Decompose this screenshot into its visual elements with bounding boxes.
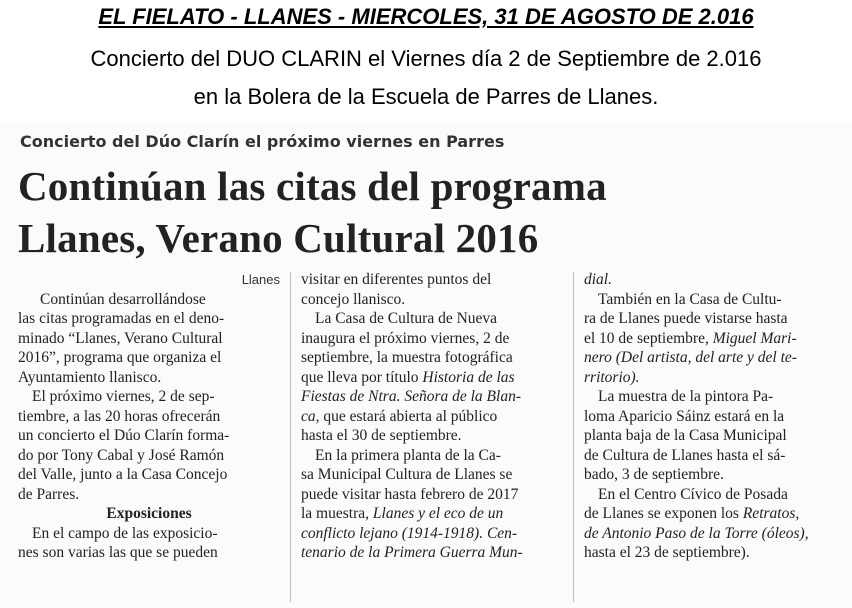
column-divider [573, 272, 574, 602]
italic-title: Llanes y el eco de un [372, 505, 504, 522]
article-column-1 [18, 270, 280, 563]
text-line [301, 504, 563, 524]
text-line: septiembre, la muestra fotográfica [301, 349, 513, 366]
text-line: En el Centro Cívico de Posada [598, 485, 788, 503]
italic-title: nero (Del artista, del arte y del te- [584, 349, 797, 366]
italic-title: Miguel Mari- [712, 329, 797, 347]
text-line: En el campo de las exposicio- [32, 524, 218, 542]
italic-title: tenario de la Primera Guerra Mun- [301, 544, 523, 561]
text-line [584, 368, 846, 388]
newspaper-clipping [0, 122, 852, 608]
text-line: visitar en diferentes puntos del [301, 271, 492, 288]
concert-announcement-line-2: en la Bolera de la Escuela de Parres de Llanes. [193, 84, 659, 109]
article-kicker: Concierto del Dúo Clarín el próximo viernes en Parres [20, 132, 505, 151]
text-line: En la primera planta de la Ca- [315, 446, 501, 464]
italic-title: conflicto lejano (1914-1918). Cen- [301, 524, 518, 542]
column-divider [290, 272, 291, 602]
article-headline-line-1: Continúan las citas del programa [18, 163, 607, 209]
italic-title: de Antonio Paso de la Torre (óleos), [584, 524, 809, 542]
text-line [584, 504, 846, 524]
text-line: las citas programadas en el deno- [18, 310, 225, 327]
text-line: nes son varias las que se pueden [18, 544, 218, 561]
italic-title: Fiestas de Ntra. Señora de la Blan- [301, 388, 521, 405]
text-line: puede visitar hasta febrero de 2017 [301, 485, 519, 503]
text-line [301, 524, 563, 544]
text-line: El próximo viernes, 2 de sep- [32, 388, 215, 405]
text-run: de Llanes se exponen los [584, 505, 743, 522]
text-line: hasta el 23 de septiembre). [584, 544, 750, 561]
italic-title: Retratos, [742, 505, 800, 522]
text-line [584, 329, 846, 349]
text-line: bado, 3 de septiembre. [584, 466, 724, 483]
italic-title: Historia de las [422, 368, 515, 386]
italic-title: ca [301, 407, 316, 425]
text-run: , que estará abierta al público [315, 407, 498, 425]
text-line: concejo llanisco. [301, 290, 406, 308]
text-line: do por Tony Cabal y José Ramón [18, 446, 225, 464]
text-line: La muestra de la pintora Pa- [598, 388, 774, 405]
text-run: el 10 de septiembre, [584, 329, 713, 347]
text-line: loma Aparicio Sáinz estará en la [584, 407, 785, 425]
text-line: 2016”, programa que organiza el [18, 349, 222, 366]
text-line: Ayuntamiento llanisco. [18, 368, 162, 386]
newspaper-source-title: EL FIELATO - LLANES - MIERCOLES, 31 DE AGOSTO DE 2.016 [98, 4, 754, 29]
text-line [584, 524, 846, 544]
text-line [301, 407, 563, 427]
text-line: un concierto el Dúo Clarín forma- [18, 427, 230, 444]
article-column-3 [584, 270, 846, 563]
text-run: la muestra, [301, 505, 373, 522]
text-line [584, 270, 846, 290]
text-line: La Casa de Cultura de Nueva [315, 310, 498, 327]
text-line: tiembre, a las 20 horas ofrecerán [18, 407, 221, 425]
text-line: sa Municipal Cultura de Llanes se [301, 466, 513, 483]
text-line: del Valle, junto a la Casa Concejo [18, 466, 228, 483]
text-line: También en la Casa de Cultu- [598, 290, 782, 308]
article-headline-line-2: Llanes, Verano Cultural 2016 [18, 215, 539, 261]
text-line: hasta el 30 de septiembre. [301, 427, 462, 444]
text-line [301, 543, 563, 563]
text-line: ra de Llanes puede vistarse hasta [584, 310, 788, 327]
section-subhead: Exposiciones [106, 505, 192, 522]
text-line [584, 348, 846, 368]
text-line: de Cultura de Llanes hasta el sá- [584, 446, 786, 464]
text-line: Continúan desarrollándose [40, 290, 206, 308]
text-line [301, 387, 563, 407]
text-run: que lleva por título [301, 368, 423, 386]
italic-title: rritorio). [584, 368, 640, 386]
italic-title: dial. [584, 271, 612, 288]
byline: Llanes [241, 272, 280, 287]
text-line: de Parres. [18, 485, 80, 503]
text-line: planta baja de la Casa Municipal [584, 427, 787, 444]
article-column-2 [301, 270, 563, 563]
text-line: minado “Llanes, Verano Cultural [18, 329, 223, 347]
text-line: inaugura el próximo viernes, 2 de [301, 329, 510, 347]
concert-announcement-line-1: Concierto del DUO CLARIN el Viernes día 2 de Septiembre de 2.016 [90, 46, 762, 71]
text-line [301, 368, 563, 388]
